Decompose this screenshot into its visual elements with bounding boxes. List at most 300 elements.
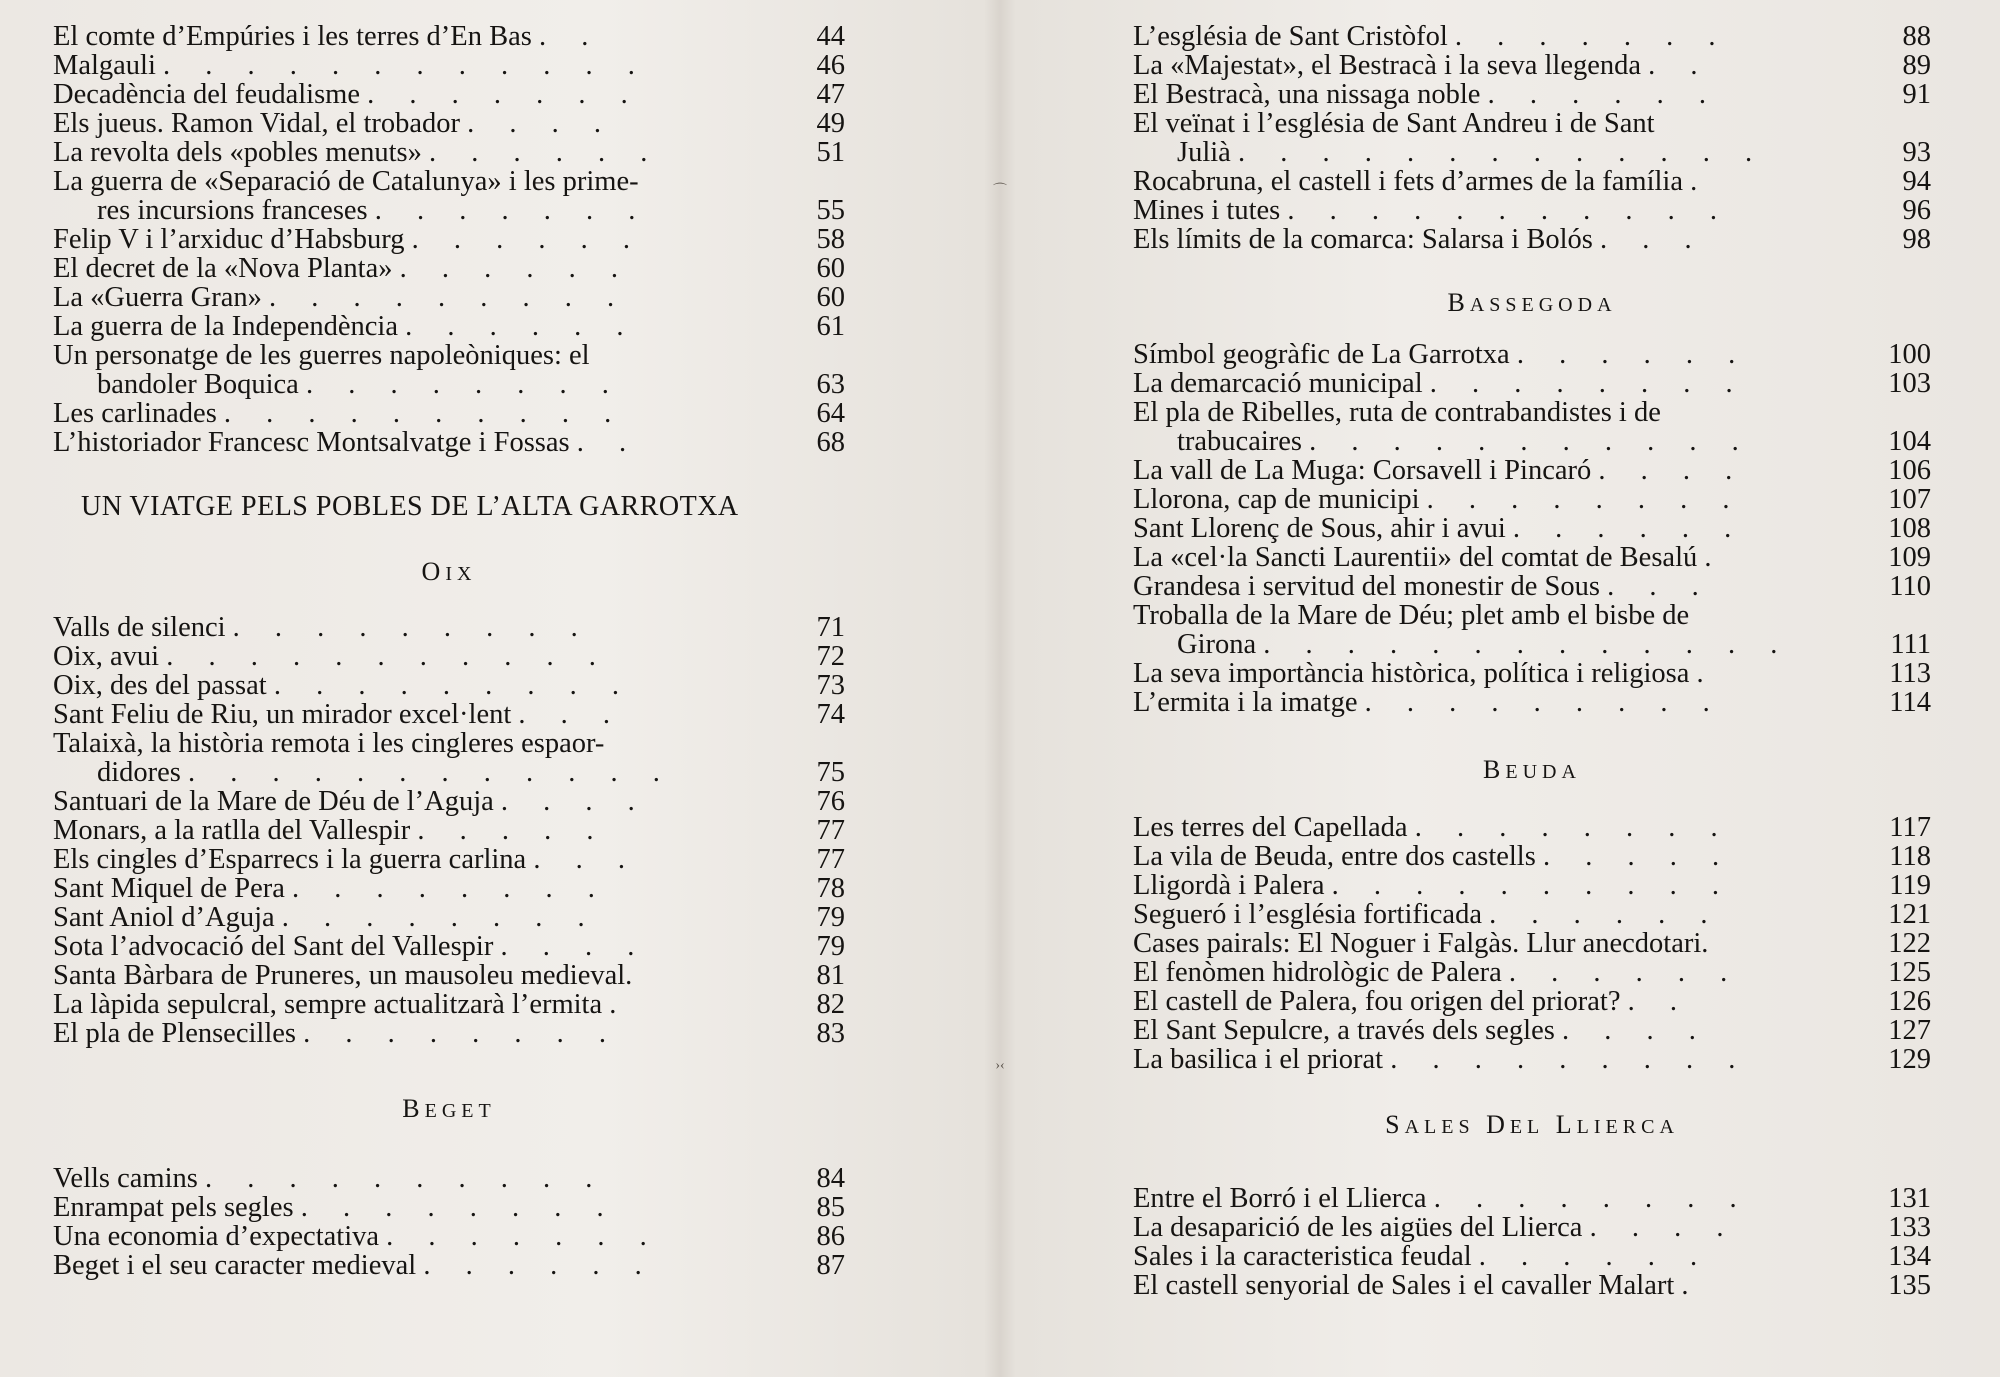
toc-entry-page-number: 79 (816, 902, 845, 933)
toc-entry (53, 109, 845, 138)
toc-entry-title-text: La desaparició de les aigües del Llierca (1133, 1212, 1583, 1243)
toc-entry-title-text: La basilica i el priorat (1133, 1044, 1384, 1075)
leader-dots: . . . (1599, 224, 1706, 255)
toc-entry (1133, 514, 1931, 543)
leader-dots: . . . . . . (1478, 1241, 1712, 1272)
toc-entry (53, 428, 845, 457)
leader-dots: . . . . . . (399, 253, 632, 284)
toc-entry-title (1133, 659, 1931, 688)
toc-entry-title-text: Segueró i l’església fortificada (1133, 899, 1482, 930)
leader-dots: . . . . . . . . (1426, 484, 1744, 515)
toc-entry-title (53, 700, 845, 729)
leader-dots: . . . . . (417, 815, 608, 846)
toc-entry-page-number: 84 (816, 1163, 845, 1194)
toc-entry-page-number: 134 (1888, 1241, 1931, 1272)
leader-dots: . . . . . . . . . . (204, 1163, 607, 1194)
toc-entry-page-number: 125 (1888, 957, 1931, 988)
leader-dots: . . . . . . . . . (1390, 1044, 1750, 1075)
leader-dots: . (1704, 542, 1726, 573)
toc-entry-title (53, 1251, 845, 1280)
toc-entry (53, 874, 845, 903)
toc-entry-title (1133, 543, 1931, 572)
toc-entry-title: La guerra de «Separació de Catalunya» i les prime- (53, 166, 639, 197)
toc-entry-page-number: 89 (1902, 50, 1931, 81)
section-heading-bassegoda: BASSEGODA (1447, 288, 1617, 317)
toc-entry (1133, 109, 1931, 167)
toc-entry-title (1133, 340, 1931, 369)
toc-entry-page-number: 94 (1902, 166, 1931, 197)
toc-entry (53, 341, 845, 399)
leader-dots: . . . . . . . . (1433, 1183, 1751, 1214)
right-page (1133, 22, 1931, 1300)
toc-entry-title-text: Símbol geogràfic de La Garrotxa (1133, 339, 1510, 370)
toc-entry-page-number: 76 (816, 786, 845, 817)
toc-entry (1133, 987, 1931, 1016)
toc-entry-title-continued (53, 370, 845, 399)
toc-entry-title (53, 932, 845, 961)
toc-entry-title (53, 1193, 845, 1222)
toc-entry-page-number: 64 (816, 398, 845, 429)
toc-entry-title-text: La revolta dels «pobles menuts» (53, 137, 422, 168)
toc-entry-title-text: Rocabruna, el castell i fets d’armes de la família (1133, 166, 1683, 197)
toc-entry (53, 22, 845, 51)
toc-entry-title: Un personatge de les guerres napoleòniques: el (53, 340, 590, 371)
toc-entry-title (1133, 456, 1931, 485)
leader-dots: . . . . . . . . (303, 1018, 620, 1049)
toc-entry (53, 1251, 845, 1280)
toc-entry-title (1133, 1016, 1931, 1045)
toc-entry-page-number: 131 (1888, 1183, 1931, 1214)
toc-entry-page-number: 118 (1889, 841, 1931, 872)
toc-entry-page-number: 98 (1902, 224, 1931, 255)
toc-entry-title-continued (1133, 138, 1931, 167)
toc-entry-title-text: La vila de Beuda, entre dos castells (1133, 841, 1536, 872)
toc-entry-page-number: 82 (816, 989, 845, 1020)
toc-entry-title-text: Els límits de la comarca: Salarsa i Bolós (1133, 224, 1593, 255)
toc-entry-page-number: 117 (1889, 812, 1931, 843)
toc-entry-title-text: Sant Miquel de Pera (53, 873, 285, 904)
toc-entry-title (53, 787, 845, 816)
toc-entry (1133, 813, 1931, 842)
toc-entry-title-text: La seva importància històrica, política i religiosa (1133, 658, 1690, 689)
toc-entry-title-text: La guerra de la Independència (53, 311, 398, 342)
leader-dots: . . . (1607, 571, 1713, 602)
leader-dots: . (609, 989, 631, 1020)
toc-entry-title (1133, 572, 1931, 601)
toc-entry-title (53, 1019, 845, 1048)
toc-entry (53, 700, 845, 729)
toc-entry-title-text: Santuari de la Mare de Déu de l’Aguja (53, 786, 494, 817)
toc-entry-title (53, 613, 845, 642)
leader-dots: . . (538, 21, 603, 52)
section-heading-oix: OIX (421, 557, 477, 586)
toc-entry-title (1133, 929, 1931, 958)
toc-entry (53, 1193, 845, 1222)
toc-entry (1133, 1271, 1931, 1300)
toc-entry-title (1133, 987, 1931, 1016)
toc-entry-title-text: La làpida sepulcral, sempre actualitzarà l’ermita (53, 989, 603, 1020)
toc-entry-title-text: El Sant Sepulcre, a través dels segles (1133, 1015, 1555, 1046)
leader-dots: . . . . . . (1508, 957, 1742, 988)
toc-entry (53, 138, 845, 167)
leader-dots: . . . . (1598, 455, 1747, 486)
section-heading-beuda: BEUDA (1483, 755, 1581, 784)
toc-entry-title (1133, 688, 1931, 717)
toc-entry-title-text: Mines i tutes (1133, 195, 1281, 226)
toc-entry-title (1133, 225, 1931, 254)
toc-entry-title-text: Oix, des del passat (53, 670, 267, 701)
toc-entry-title (53, 1164, 845, 1193)
leader-dots: . . (1627, 986, 1691, 1017)
toc-list-a (53, 22, 845, 457)
toc-entry-page-number: 121 (1888, 899, 1931, 930)
toc-entry-title (1133, 1242, 1931, 1271)
toc-entry (53, 225, 845, 254)
toc-entry-title (1133, 80, 1931, 109)
toc-entry-title-text: La «Majestat», el Bestracà i la seva llegenda (1133, 50, 1642, 81)
toc-entry-page-number: 73 (816, 670, 845, 701)
toc-entry-title-text: Oix, avui (53, 641, 160, 672)
leader-dots: . . . . (467, 108, 615, 139)
toc-entry-page-number: 79 (816, 931, 845, 962)
toc-entry-title-text: El Bestracà, una nissaga noble (1133, 79, 1481, 110)
toc-entry-title (53, 642, 845, 671)
leader-dots: . . . (518, 699, 625, 730)
toc-entry-title (53, 961, 845, 990)
toc-entry-title (1133, 1045, 1931, 1074)
toc-entry-title-continued (53, 196, 845, 225)
left-page (53, 22, 845, 1280)
toc-entry-title: El pla de Ribelles, ruta de contrabandistes i de (1133, 397, 1661, 428)
toc-entry (1133, 842, 1931, 871)
toc-entry (53, 816, 845, 845)
toc-entry (1133, 340, 1931, 369)
toc-entry-page-number: 122 (1888, 928, 1931, 959)
toc-entry (1133, 22, 1931, 51)
toc-entry-title-continued-text: Julià (1177, 137, 1231, 168)
leader-dots: . . . . . . . (367, 79, 642, 110)
toc-entry-page-number: 46 (816, 50, 845, 81)
toc-entry-title-text: El fenòmen hidrològic de Palera (1133, 957, 1502, 988)
toc-entry-title-text: Sant Feliu de Riu, un mirador excel·lent (53, 699, 512, 730)
toc-entry (53, 51, 845, 80)
toc-entry (1133, 958, 1931, 987)
toc-entry-title-text: Lligordà i Palera (1133, 870, 1325, 901)
leader-dots: . . . . (1589, 1212, 1738, 1243)
toc-entry-page-number: 51 (816, 137, 845, 168)
toc-entry-page-number: 75 (816, 757, 845, 788)
leader-dots: . . . . . . . . . . (1331, 870, 1734, 901)
toc-entry-page-number: 93 (1902, 137, 1931, 168)
toc-entry-title (53, 254, 845, 283)
toc-entry-title-text: Les carlinades (53, 398, 217, 429)
leader-dots: . . (1648, 50, 1712, 81)
toc-entry (53, 312, 845, 341)
toc-entry (1133, 1184, 1931, 1213)
toc-list-sales (1133, 1184, 1931, 1300)
toc-entry-page-number: 74 (816, 699, 845, 730)
toc-entry (1133, 398, 1931, 456)
toc-entry-title-text: Llorona, cap de municipi (1133, 484, 1420, 515)
toc-entry-page-number: 126 (1888, 986, 1931, 1017)
toc-entry-title (1133, 514, 1931, 543)
toc-entry-page-number: 111 (1890, 629, 1931, 660)
toc-entry (1133, 900, 1931, 929)
toc-entry-title-text: L’església de Sant Cristòfol (1133, 21, 1448, 52)
toc-entry-title-text: Decadència del feudalisme (53, 79, 361, 110)
toc-entry (53, 990, 845, 1019)
toc-list-oix (53, 613, 845, 1048)
toc-entry-title (1133, 167, 1931, 196)
toc-entry-title-text: La «cel·la Sancti Laurentii» del comtat de Besalú (1133, 542, 1698, 573)
toc-entry-page-number: 72 (816, 641, 845, 672)
toc-entry (1133, 80, 1931, 109)
toc-entry-page-number: 86 (816, 1221, 845, 1252)
toc-entry-page-number: 55 (816, 195, 845, 226)
leader-dots: . . . . . . . . . (273, 670, 633, 701)
leader-dots: . . . . . . . . (1414, 812, 1732, 843)
toc-entry (53, 1019, 845, 1048)
leader-dots: . . . . . (1542, 841, 1734, 872)
toc-entry-title (1133, 1213, 1931, 1242)
toc-entry-title-text: Malgauli (53, 50, 156, 81)
toc-entry (53, 1164, 845, 1193)
toc-entry (1133, 688, 1931, 717)
toc-entry-page-number: 83 (816, 1018, 845, 1049)
toc-entry-title (1133, 871, 1931, 900)
toc-entry (53, 845, 845, 874)
leader-dots: . . . . . . . . . . . . . (1263, 629, 1792, 660)
leader-dots: . . . . . . . . . . . . (163, 50, 649, 81)
leader-dots: . . . . . . . . . (232, 612, 592, 643)
toc-entry-page-number: 49 (816, 108, 845, 139)
toc-entry-page-number: 58 (816, 224, 845, 255)
leader-dots: . . . . . . . . . . . . . (1237, 137, 1767, 168)
toc-entry-title (1133, 842, 1931, 871)
toc-entry-title (53, 428, 845, 457)
toc-entry (53, 932, 845, 961)
toc-entry-page-number: 63 (816, 369, 845, 400)
toc-entry-page-number: 78 (816, 873, 845, 904)
toc-entry-title-continued-text: bandoler Boquica (97, 369, 299, 400)
toc-entry-title-text: Cases pairals: El Noguer i Falgàs. Llur anecdotari. (1133, 928, 1709, 959)
toc-entry-page-number: 110 (1889, 571, 1931, 602)
leader-dots: . . . . . . . . (1429, 368, 1747, 399)
toc-entry (53, 167, 845, 225)
leader-dots: . . . . . . . . (300, 1192, 618, 1223)
leader-dots: . . . . . . . . . (269, 282, 629, 313)
leader-dots: . . . . . . . . . . . (1309, 426, 1753, 457)
toc-entry-title-text: Les terres del Capellada (1133, 812, 1408, 843)
toc-entry (1133, 929, 1931, 958)
toc-entry-title-text: Santa Bàrbara de Pruneres, un mausoleu medieval. (53, 960, 633, 991)
toc-entry (53, 283, 845, 312)
toc-entry-title-text: Vells camins (53, 1163, 198, 1194)
toc-entry-title-continued (53, 758, 845, 787)
toc-entry-title: El veïnat i l’església de Sant Andreu i de Sant (1133, 108, 1655, 139)
toc-entry-page-number: 47 (816, 79, 845, 110)
leader-dots: . . . . . . (1489, 899, 1722, 930)
toc-entry-title-text: La vall de La Muga: Corsavell i Pincaró (1133, 455, 1592, 486)
toc-entry (53, 642, 845, 671)
toc-entry-title-text: L’historiador Francesc Montsalvatge i Fossas (53, 427, 570, 458)
toc-entry-page-number: 108 (1888, 513, 1931, 544)
toc-entry-title-continued-text: didores (97, 757, 181, 788)
toc-entry-page-number: 85 (816, 1192, 845, 1223)
toc-entry-page-number: 119 (1889, 870, 1931, 901)
toc-entry-title (1133, 813, 1931, 842)
leader-dots: . . (576, 427, 641, 458)
toc-entry-title (53, 671, 845, 700)
toc-entry-page-number: 68 (816, 427, 845, 458)
toc-entry-title (53, 845, 845, 874)
toc-entry-title-text: El pla de Plensecilles (53, 1018, 296, 1049)
section-heading-sales: SALES DEL LLIERCA (1385, 1110, 1679, 1139)
toc-entry-page-number: 114 (1889, 687, 1931, 718)
toc-entry (53, 787, 845, 816)
toc-entry-page-number: 60 (816, 253, 845, 284)
toc-entry-page-number: 88 (1902, 21, 1931, 52)
toc-entry (1133, 51, 1931, 80)
toc-entry (53, 729, 845, 787)
toc-entry (1133, 456, 1931, 485)
toc-entry-title-text: Enrampat pels segles (53, 1192, 294, 1223)
toc-entry-title-text: Els jueus. Ramon Vidal, el trobador (53, 108, 460, 139)
toc-entry-title (53, 1222, 845, 1251)
toc-entry-title-text: El castell senyorial de Sales i el cavaller Malart (1133, 1270, 1675, 1301)
leader-dots: . . . . . . . (1454, 21, 1730, 52)
leader-dots: . . . . . . (411, 224, 644, 255)
toc-entry-title-text: Sant Aniol d’Aguja (53, 902, 275, 933)
toc-entry-title (1133, 1271, 1931, 1300)
toc-entry-title (53, 109, 845, 138)
toc-entry-title-text: La demarcació municipal (1133, 368, 1423, 399)
leader-dots: . . . . . . (1487, 79, 1720, 110)
toc-entry-title (53, 312, 845, 341)
toc-entry-title (1133, 485, 1931, 514)
leader-dots: . . . . . . . . (281, 902, 599, 933)
toc-entry-page-number: 60 (816, 282, 845, 313)
toc-entry-page-number: 129 (1888, 1044, 1931, 1075)
leader-dots: . . . . . . (423, 1250, 656, 1281)
toc-entry (1133, 167, 1931, 196)
leader-dots: . . . . . . (1516, 339, 1750, 370)
toc-entry-title (53, 138, 845, 167)
toc-list-a (1133, 22, 1931, 254)
toc-entry (1133, 543, 1931, 572)
toc-list-beget (53, 1164, 845, 1280)
leader-dots: . . . . . . . . . . . (1287, 195, 1731, 226)
toc-entry-title: Troballa de la Mare de Déu; plet amb el bisbe de (1133, 600, 1690, 631)
leader-dots: . . . . . . . . . . (223, 398, 626, 429)
toc-entry-title-text: El castell de Palera, fou origen del priorat? (1133, 986, 1621, 1017)
toc-entry-title-continued (1133, 630, 1931, 659)
leader-dots: . (1681, 1270, 1703, 1301)
toc-entry-page-number: 103 (1888, 368, 1931, 399)
toc-entry (1133, 659, 1931, 688)
toc-entry-title-text: Sant Llorenç de Sous, ahir i avui (1133, 513, 1506, 544)
toc-entry-title-text: Els cingles d’Esparrecs i la guerra carlina (53, 844, 527, 875)
toc-entry-title: Talaixà, la història remota i les cingleres espaor- (53, 728, 605, 759)
toc-entry-page-number: 91 (1902, 79, 1931, 110)
toc-entry-title-text: Sota l’advocació del Sant del Vallespir (53, 931, 494, 962)
leader-dots: . . . . . . . . (292, 873, 609, 904)
toc-entry-title (53, 399, 845, 428)
toc-entry-page-number: 135 (1888, 1270, 1931, 1301)
toc-entry (1133, 1016, 1931, 1045)
leader-dots: . . . . . . (428, 137, 662, 168)
toc-entry-title-text: Una economia d’expectativa (53, 1221, 380, 1252)
toc-entry (53, 399, 845, 428)
toc-entry-page-number: 77 (816, 815, 845, 846)
toc-entry-title (1133, 22, 1931, 51)
leader-dots: . . . . . . . . . . . . (188, 757, 674, 788)
toc-entry-title (1133, 1184, 1931, 1213)
toc-entry-page-number: 106 (1888, 455, 1931, 486)
toc-entry-title (53, 903, 845, 932)
toc-entry-title-continued (1133, 427, 1931, 456)
toc-entry (53, 80, 845, 109)
toc-entry-page-number: 109 (1888, 542, 1931, 573)
toc-entry-page-number: 61 (816, 311, 845, 342)
toc-entry-title (1133, 958, 1931, 987)
toc-entry-page-number: 87 (816, 1250, 845, 1281)
toc-entry-title-text: El comte d’Empúries i les terres d’En Bas (53, 21, 532, 52)
binding-stitch-top: ⌒ (993, 184, 1007, 199)
toc-entry-page-number: 107 (1888, 484, 1931, 515)
toc-entry-title (53, 816, 845, 845)
toc-entry-title (53, 874, 845, 903)
toc-entry-title-continued-text: res incursions franceses (97, 195, 368, 226)
leader-dots: . . . . (1561, 1015, 1710, 1046)
toc-entry (1133, 369, 1931, 398)
toc-entry (53, 671, 845, 700)
leader-dots: . . . . . . (405, 311, 638, 342)
toc-entry-title (1133, 51, 1931, 80)
toc-list-beuda (1133, 813, 1931, 1074)
toc-entry (1133, 1045, 1931, 1074)
toc-entry-page-number: 71 (816, 612, 845, 643)
toc-entry-title-text: Beget i el seu caracter medieval (53, 1250, 417, 1281)
toc-entry-title-text: La «Guerra Gran» (53, 282, 262, 313)
binding-stitch-middle: ›‹ (995, 1058, 1005, 1073)
toc-entry-title-text: Monars, a la ratlla del Vallespir (53, 815, 411, 846)
leader-dots: . . . . . . . (386, 1221, 661, 1252)
toc-entry (53, 1222, 845, 1251)
toc-list-bassegoda (1133, 340, 1931, 717)
toc-entry-title (53, 990, 845, 1019)
leader-dots: . . . . . . . . (305, 369, 623, 400)
toc-entry (1133, 1213, 1931, 1242)
toc-entry-page-number: 44 (816, 21, 845, 52)
part-title: UN VIATGE PELS POBLES DE L’ALTA GARROTXA (81, 491, 739, 522)
toc-entry-page-number: 127 (1888, 1015, 1931, 1046)
toc-entry-title (53, 22, 845, 51)
leader-dots: . . . . . . . (374, 195, 650, 226)
toc-entry (53, 903, 845, 932)
leader-dots: . . . . (500, 931, 649, 962)
toc-entry-title-text: Felip V i l’arxiduc d’Habsburg (53, 224, 405, 255)
toc-entry-page-number: 113 (1889, 658, 1931, 689)
toc-entry-title (53, 283, 845, 312)
section-heading-beget: BEGET (402, 1094, 496, 1123)
toc-entry (1133, 196, 1931, 225)
toc-entry (53, 254, 845, 283)
toc-entry-title (1133, 369, 1931, 398)
toc-entry-title-text: L’ermita i la imatge (1133, 687, 1358, 718)
toc-entry-page-number: 100 (1888, 339, 1931, 370)
toc-entry (53, 961, 845, 990)
